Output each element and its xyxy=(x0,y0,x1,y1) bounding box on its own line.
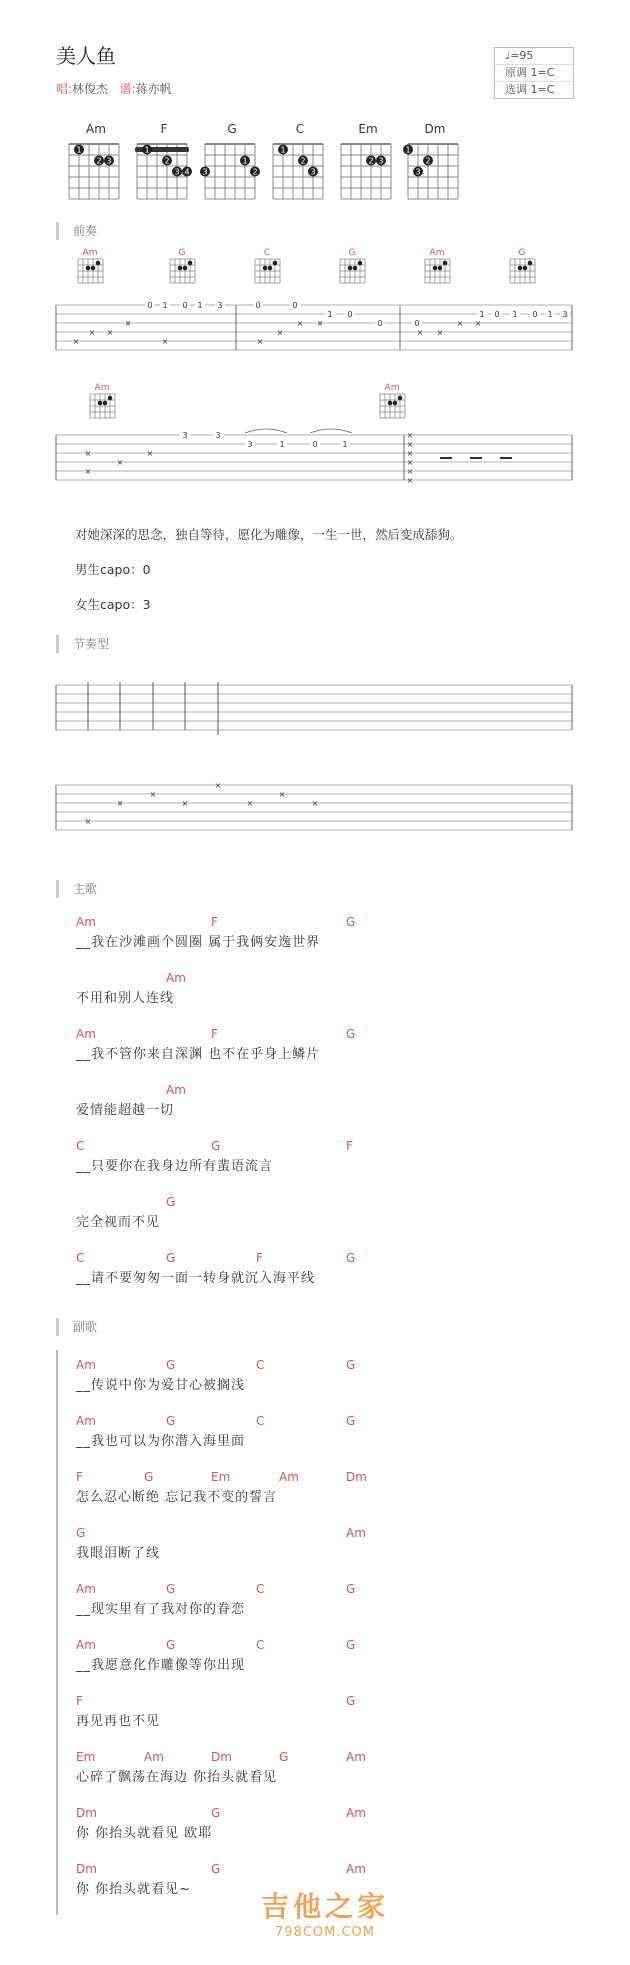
tab-note: 3 xyxy=(247,440,253,449)
tab-note: 0 xyxy=(292,301,298,310)
svg-text:3: 3 xyxy=(415,167,421,177)
chord-label[interactable]: Am xyxy=(76,1638,96,1652)
chord-row xyxy=(76,1027,356,1043)
mini-chord-name: G xyxy=(178,248,186,258)
tab-note: 0 xyxy=(532,310,538,319)
section-intro: 前奏 xyxy=(56,222,97,240)
svg-text:×: × xyxy=(406,440,414,449)
chord-label[interactable]: G xyxy=(166,1638,176,1652)
arranger-label: 谱: xyxy=(119,82,136,96)
chord-row xyxy=(76,1806,366,1822)
tab-note: 0 xyxy=(377,319,383,328)
svg-text:×: × xyxy=(84,817,92,826)
singer-name[interactable]: 林俊杰 xyxy=(72,82,109,96)
chord-label[interactable]: Dm xyxy=(346,1470,367,1484)
lyric-text: 再见再也不见 xyxy=(76,1714,161,1729)
verse-line xyxy=(76,1083,186,1118)
lyric-text: 你 你抬头就看见 欧耶 xyxy=(76,1826,213,1841)
mini-chord-diagram xyxy=(340,248,365,283)
svg-text:×: × xyxy=(149,790,157,799)
svg-text:×: × xyxy=(72,337,80,346)
chorus-line xyxy=(76,1694,356,1729)
chord-label[interactable]: Am xyxy=(346,1806,366,1820)
lyric-text: __现实里有了我对你的眷恋 xyxy=(76,1602,246,1617)
chord-label[interactable]: C xyxy=(76,1139,85,1153)
chord-row xyxy=(76,1526,366,1542)
tab-note: 0 xyxy=(494,310,500,319)
svg-text:×: × xyxy=(116,458,124,467)
chord-diagram-c[interactable] xyxy=(269,122,331,202)
svg-text:×: × xyxy=(311,799,319,808)
tab-note: 0 xyxy=(312,440,318,449)
tab-note: 3 xyxy=(562,310,568,319)
mini-chord-name: G xyxy=(518,248,526,258)
chorus-line xyxy=(76,1358,356,1393)
svg-text:×: × xyxy=(406,467,414,476)
svg-text:×: × xyxy=(474,319,482,328)
mini-chord-name: C xyxy=(263,248,271,258)
chord-label[interactable]: Am xyxy=(144,1750,164,1764)
chord-label[interactable]: G xyxy=(76,1526,86,1540)
original-key: 原调 1=C xyxy=(495,64,573,81)
svg-text:×: × xyxy=(106,328,114,337)
site-watermark xyxy=(240,1885,410,1940)
chorus-line xyxy=(76,1582,356,1617)
chord-label[interactable]: G xyxy=(144,1470,154,1484)
lyric-text: 心碎了飘荡在海边 你抬头就看见 xyxy=(76,1770,278,1785)
chord-label[interactable]: Dm xyxy=(211,1750,232,1764)
lyric-text: __只要你在我身边所有蜚语流言 xyxy=(76,1159,274,1174)
mini-chord-name: Am xyxy=(82,248,98,258)
chorus-bracket xyxy=(56,1350,58,1915)
chord-label[interactable]: G xyxy=(346,1582,356,1596)
chord-label[interactable]: F xyxy=(76,1694,83,1708)
chord-label[interactable]: Am xyxy=(76,1414,96,1428)
chord-label[interactable]: F xyxy=(211,915,218,929)
chord-label[interactable]: F xyxy=(256,1251,263,1265)
tab-note: 0 xyxy=(347,310,353,319)
svg-text:2: 2 xyxy=(425,156,431,166)
chord-label[interactable]: Dm xyxy=(76,1806,97,1820)
arranger-name[interactable]: 蒋亦帆 xyxy=(135,82,172,96)
fretboard-grid xyxy=(404,138,460,198)
chord-diagram-am[interactable] xyxy=(65,122,127,202)
chord-label[interactable]: Em xyxy=(76,1750,96,1764)
svg-text:×: × xyxy=(84,467,92,476)
chorus-line xyxy=(76,1470,367,1505)
watermark-cn: 吉他之家 xyxy=(260,1890,389,1923)
mini-chord-name: Am xyxy=(384,383,400,393)
chord-row xyxy=(76,1251,356,1267)
chord-label[interactable]: Am xyxy=(76,1582,96,1596)
chorus-line xyxy=(76,1806,366,1841)
chord-label[interactable]: Em xyxy=(211,1470,231,1484)
chord-row xyxy=(76,1358,356,1374)
mini-chord-diagram xyxy=(380,383,405,418)
fretboard-grid xyxy=(269,138,325,198)
chord-row xyxy=(76,1195,176,1211)
mini-chord-name: G xyxy=(348,248,356,258)
chord-label[interactable]: G xyxy=(346,915,356,929)
tab-note: 0 xyxy=(414,319,420,328)
rhythm-staff-strum xyxy=(56,685,572,730)
svg-text:1: 1 xyxy=(76,145,82,155)
tempo: ♩=95 xyxy=(505,49,534,62)
mini-chord-name: Am xyxy=(429,248,445,258)
verse-line xyxy=(76,1251,356,1286)
lyric-text: 我眼泪断了线 xyxy=(76,1546,161,1561)
chord-label[interactable]: C xyxy=(76,1251,85,1265)
section-rhythm: 节奏型 xyxy=(56,635,109,653)
chord-label[interactable]: Am xyxy=(346,1526,366,1540)
selected-key: 选调 1=C xyxy=(495,81,573,98)
chord-diagram-g[interactable] xyxy=(201,122,263,202)
chord-row xyxy=(76,1694,356,1710)
mini-chord-name: Am xyxy=(94,383,110,393)
chord-label[interactable]: G xyxy=(346,1358,356,1372)
chord-label[interactable]: C xyxy=(256,1414,265,1428)
verse-line xyxy=(76,915,356,950)
svg-text:2: 2 xyxy=(164,156,170,166)
chord-label[interactable]: Am xyxy=(166,1083,186,1097)
svg-text:×: × xyxy=(124,319,132,328)
svg-text:×: × xyxy=(278,790,286,799)
lyric-text: 爱情能超越一切 xyxy=(76,1103,175,1118)
chord-label[interactable]: G xyxy=(166,1582,176,1596)
chord-name: F xyxy=(160,122,168,136)
chord-label[interactable]: G xyxy=(346,1414,356,1428)
tab-note: 1 xyxy=(197,301,203,310)
chord-row xyxy=(76,1139,353,1155)
tab-note: 0 xyxy=(147,301,153,310)
svg-text:×: × xyxy=(146,449,154,458)
tab-note: 3 xyxy=(215,431,221,440)
chord-name: G xyxy=(227,122,237,136)
song-info-box xyxy=(494,47,574,99)
tab-note: 1 xyxy=(512,310,518,319)
chord-label[interactable]: G xyxy=(211,1806,221,1820)
chord-row xyxy=(76,1862,366,1878)
chord-row xyxy=(76,971,186,987)
chord-label[interactable]: Am xyxy=(346,1862,366,1876)
svg-text:2: 2 xyxy=(96,156,102,166)
chord-label[interactable]: F xyxy=(211,1027,218,1041)
lyric-text: __我也可以为你潜入海里面 xyxy=(76,1434,246,1449)
svg-text:1: 1 xyxy=(144,145,150,155)
tab-note: 1 xyxy=(162,301,168,310)
chord-label[interactable]: G xyxy=(166,1414,176,1428)
chorus-line xyxy=(76,1414,356,1449)
chord-label[interactable]: G xyxy=(166,1195,176,1209)
chord-label[interactable]: Am xyxy=(76,1027,96,1041)
lyric-text: __我在沙滩画个圆圈 属于我俩安逸世界 xyxy=(76,935,321,950)
watermark-url: 798COM.COM xyxy=(275,1925,375,1940)
chord-label[interactable]: G xyxy=(166,1358,176,1372)
chord-name: C xyxy=(295,122,305,136)
svg-text:×: × xyxy=(406,458,414,467)
chord-label[interactable]: Am xyxy=(279,1470,299,1484)
chord-name: Em xyxy=(358,122,378,136)
svg-text:×: × xyxy=(161,337,169,346)
chord-diagram-f[interactable] xyxy=(133,122,195,202)
chord-label[interactable]: C xyxy=(256,1582,265,1596)
lyric-text: __传说中你为爱甘心被搁浅 xyxy=(76,1378,246,1393)
tab-note: 1 xyxy=(342,440,348,449)
svg-text:3: 3 xyxy=(106,156,112,166)
fretboard-grid xyxy=(337,138,393,198)
svg-text:2: 2 xyxy=(300,156,306,166)
lyric-text: 完全视而不见 xyxy=(76,1215,161,1230)
verse-line xyxy=(76,1027,356,1062)
mini-chord-diagram xyxy=(78,248,103,283)
mini-chord-diagram xyxy=(255,248,280,283)
chord-label[interactable]: C xyxy=(256,1358,265,1372)
verse-line xyxy=(76,1139,353,1174)
svg-text:×: × xyxy=(116,799,124,808)
svg-text:3: 3 xyxy=(310,167,316,177)
chord-row xyxy=(76,915,356,931)
chorus-line xyxy=(76,1526,366,1561)
svg-text:3: 3 xyxy=(378,156,384,166)
chord-label[interactable]: F xyxy=(76,1470,83,1484)
svg-text:4: 4 xyxy=(184,167,190,177)
mini-chord-diagram xyxy=(425,248,450,283)
svg-text:×: × xyxy=(436,328,444,337)
intro-tab-staff xyxy=(0,245,630,495)
chord-label[interactable]: G xyxy=(346,1694,356,1708)
chord-label[interactable]: G xyxy=(346,1638,356,1652)
tab-note: 0 xyxy=(182,301,188,310)
mini-chord-diagram xyxy=(90,383,115,418)
chord-label[interactable]: Dm xyxy=(76,1862,97,1876)
tab-note: 1 xyxy=(327,310,333,319)
svg-text:×: × xyxy=(256,337,264,346)
male-capo: 男生capo：0 xyxy=(75,562,151,577)
singer-label: 唱: xyxy=(56,82,73,96)
lyric-text: 怎么忍心断绝 忘记我不变的誓言 xyxy=(76,1490,278,1505)
verse-line xyxy=(76,1195,176,1230)
song-credits xyxy=(56,80,172,97)
song-title: 美人鱼 xyxy=(56,44,116,68)
lyric-text: __请不要匆匆一面一转身就沉入海平线 xyxy=(76,1271,316,1286)
svg-text:×: × xyxy=(416,328,424,337)
section-chorus: 副歌 xyxy=(56,1318,97,1336)
chord-row xyxy=(76,1083,186,1099)
mini-chord-diagram xyxy=(170,248,195,283)
intro-description: 对她深深的思念，独自等待，愿化为雕像，一生一世，然后变成舔狗。 xyxy=(75,527,463,542)
svg-text:×: × xyxy=(214,781,222,790)
chord-label[interactable]: Am xyxy=(76,1358,96,1372)
chord-label[interactable]: C xyxy=(256,1638,265,1652)
svg-text:2: 2 xyxy=(252,167,258,177)
chorus-line xyxy=(76,1638,356,1673)
svg-text:1: 1 xyxy=(405,145,411,155)
chord-diagram-dm[interactable] xyxy=(404,122,466,202)
fretboard-grid xyxy=(133,138,189,198)
svg-text:×: × xyxy=(296,319,304,328)
svg-text:×: × xyxy=(246,799,254,808)
svg-text:×: × xyxy=(181,799,189,808)
mini-chord-diagram xyxy=(510,248,535,283)
chord-row xyxy=(76,1638,356,1654)
svg-text:×: × xyxy=(88,328,96,337)
fretboard-grid xyxy=(201,138,257,198)
section-verse: 主歌 xyxy=(56,880,97,898)
svg-text:3: 3 xyxy=(202,167,208,177)
chord-row xyxy=(76,1470,367,1486)
chord-label[interactable]: G xyxy=(211,1139,221,1153)
tab-note: 1 xyxy=(547,310,553,319)
lyric-text: __我不管你来自深渊 也不在乎身上鳞片 xyxy=(76,1047,321,1062)
female-capo: 女生capo：3 xyxy=(75,597,151,612)
svg-text:1: 1 xyxy=(280,145,286,155)
svg-text:×: × xyxy=(276,328,284,337)
chord-label[interactable]: G xyxy=(211,1862,221,1876)
svg-text:×: × xyxy=(406,431,414,440)
tab-note: 1 xyxy=(479,310,485,319)
tab-note: 0 xyxy=(255,301,261,310)
lyric-text: 不用和别人连线 xyxy=(76,991,175,1006)
chord-name: Dm xyxy=(424,122,446,136)
chord-label[interactable]: G xyxy=(166,1251,176,1265)
tab-note: 3 xyxy=(182,431,188,440)
svg-text:2: 2 xyxy=(368,156,374,166)
chord-label[interactable]: Am xyxy=(166,971,186,985)
lyric-text: 你 你抬头就看见~ xyxy=(76,1882,192,1897)
chord-name: Am xyxy=(86,122,106,136)
chord-row xyxy=(76,1582,356,1598)
tab-note: 1 xyxy=(279,440,285,449)
svg-text:3: 3 xyxy=(174,167,180,177)
chord-label[interactable]: F xyxy=(346,1139,353,1153)
svg-text:×: × xyxy=(456,319,464,328)
lyric-text: __我愿意化作雕像等你出现 xyxy=(76,1658,246,1673)
chord-label[interactable]: G xyxy=(279,1750,289,1764)
chorus-line xyxy=(76,1750,366,1785)
chord-label[interactable]: Am xyxy=(346,1750,366,1764)
svg-text:×: × xyxy=(406,476,414,485)
chord-diagram-em[interactable] xyxy=(337,122,399,202)
chord-row xyxy=(76,1414,356,1430)
fretboard-grid xyxy=(65,138,121,198)
chord-label[interactable]: G xyxy=(346,1251,356,1265)
svg-text:×: × xyxy=(406,449,414,458)
verse-line xyxy=(76,971,186,1006)
svg-text:×: × xyxy=(84,449,92,458)
chord-row xyxy=(76,1750,366,1766)
chorus-line xyxy=(76,1862,366,1897)
svg-text:×: × xyxy=(316,319,324,328)
chord-label[interactable]: Am xyxy=(76,915,96,929)
chord-label[interactable]: G xyxy=(346,1027,356,1041)
tab-note: 3 xyxy=(217,301,223,310)
svg-text:1: 1 xyxy=(242,156,248,166)
rhythm-tab-staff xyxy=(0,660,630,860)
